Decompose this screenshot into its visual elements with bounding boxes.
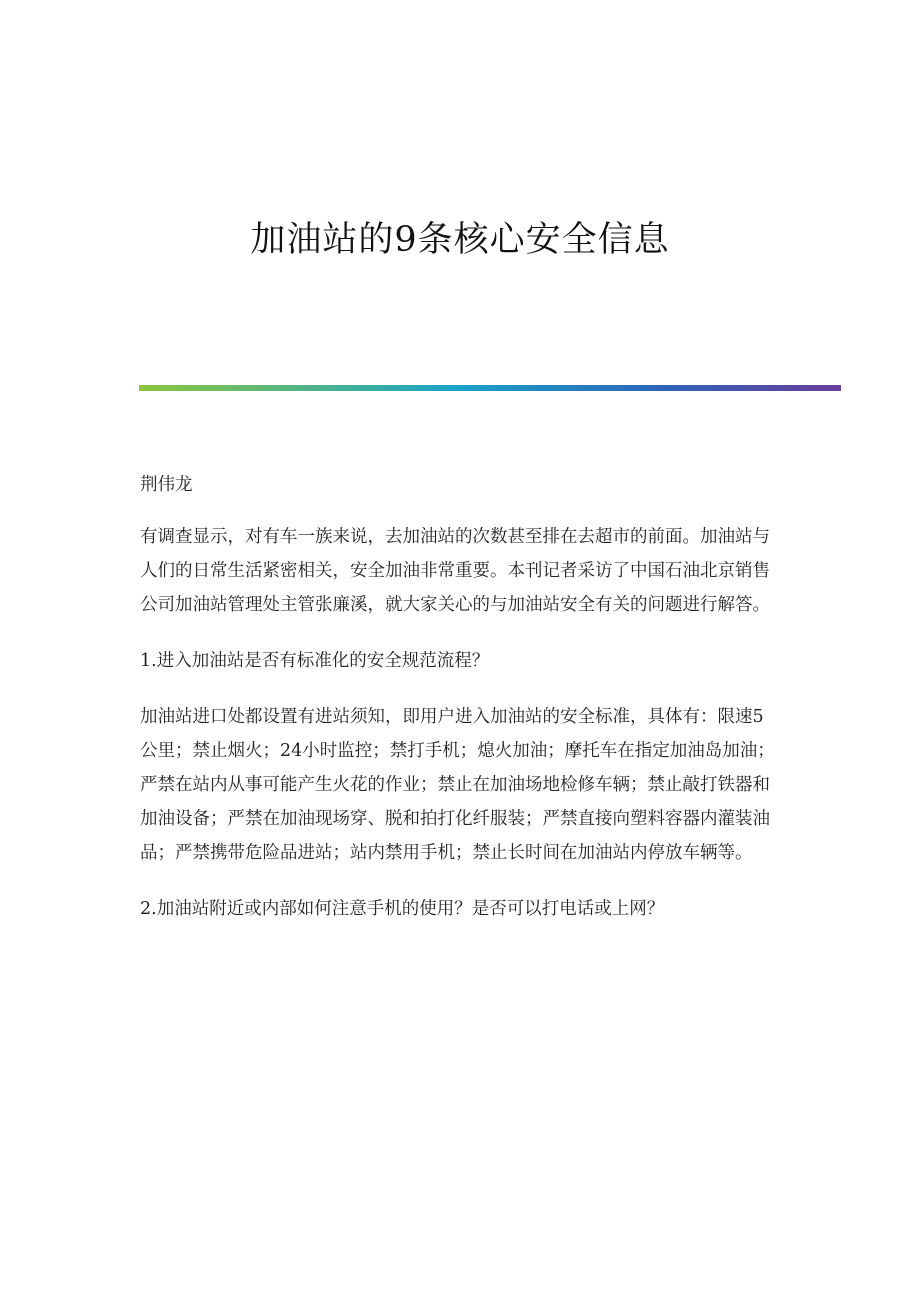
gradient-divider (139, 385, 841, 391)
author-name: 荆伟龙 (140, 475, 193, 495)
answer-1-paragraph: 加油站进口处都设置有进站须知，即用户进入加油站的安全标准，具体有：限速5公里；禁止烟火；24小时监控；禁打手机；熄火加油；摩托车在指定加油岛加油；严禁在站内从事可能产生火花的作业；禁止在加油场地检修车辆；禁止敲打铁器和加油设备；严禁在加油现场穿、脱和拍打化纤服装；严禁直接向塑料容器内灌装油品；严禁携带危险品进站；站内禁用手机；禁止长时间在加油站内停放车辆等。 (140, 707, 775, 863)
document-body (140, 468, 780, 948)
document-title: 加油站的9条核心安全信息 (250, 220, 670, 260)
intro-paragraph: 有调查显示，对有车一族来说，去加油站的次数甚至排在去超市的前面。加油站与人们的日常生活紧密相关，安全加油非常重要。本刊记者采访了中国石油北京销售公司加油站管理处主管张廉溪，就大家关心的与加油站安全有关的问题进行解答。 (140, 527, 770, 615)
question-1-heading: 1.进入加油站是否有标准化的安全规范流程？ (140, 651, 490, 671)
question-2-heading: 2.加油站附近或内部如何注意手机的使用？是否可以打电话或上网？ (140, 899, 665, 919)
